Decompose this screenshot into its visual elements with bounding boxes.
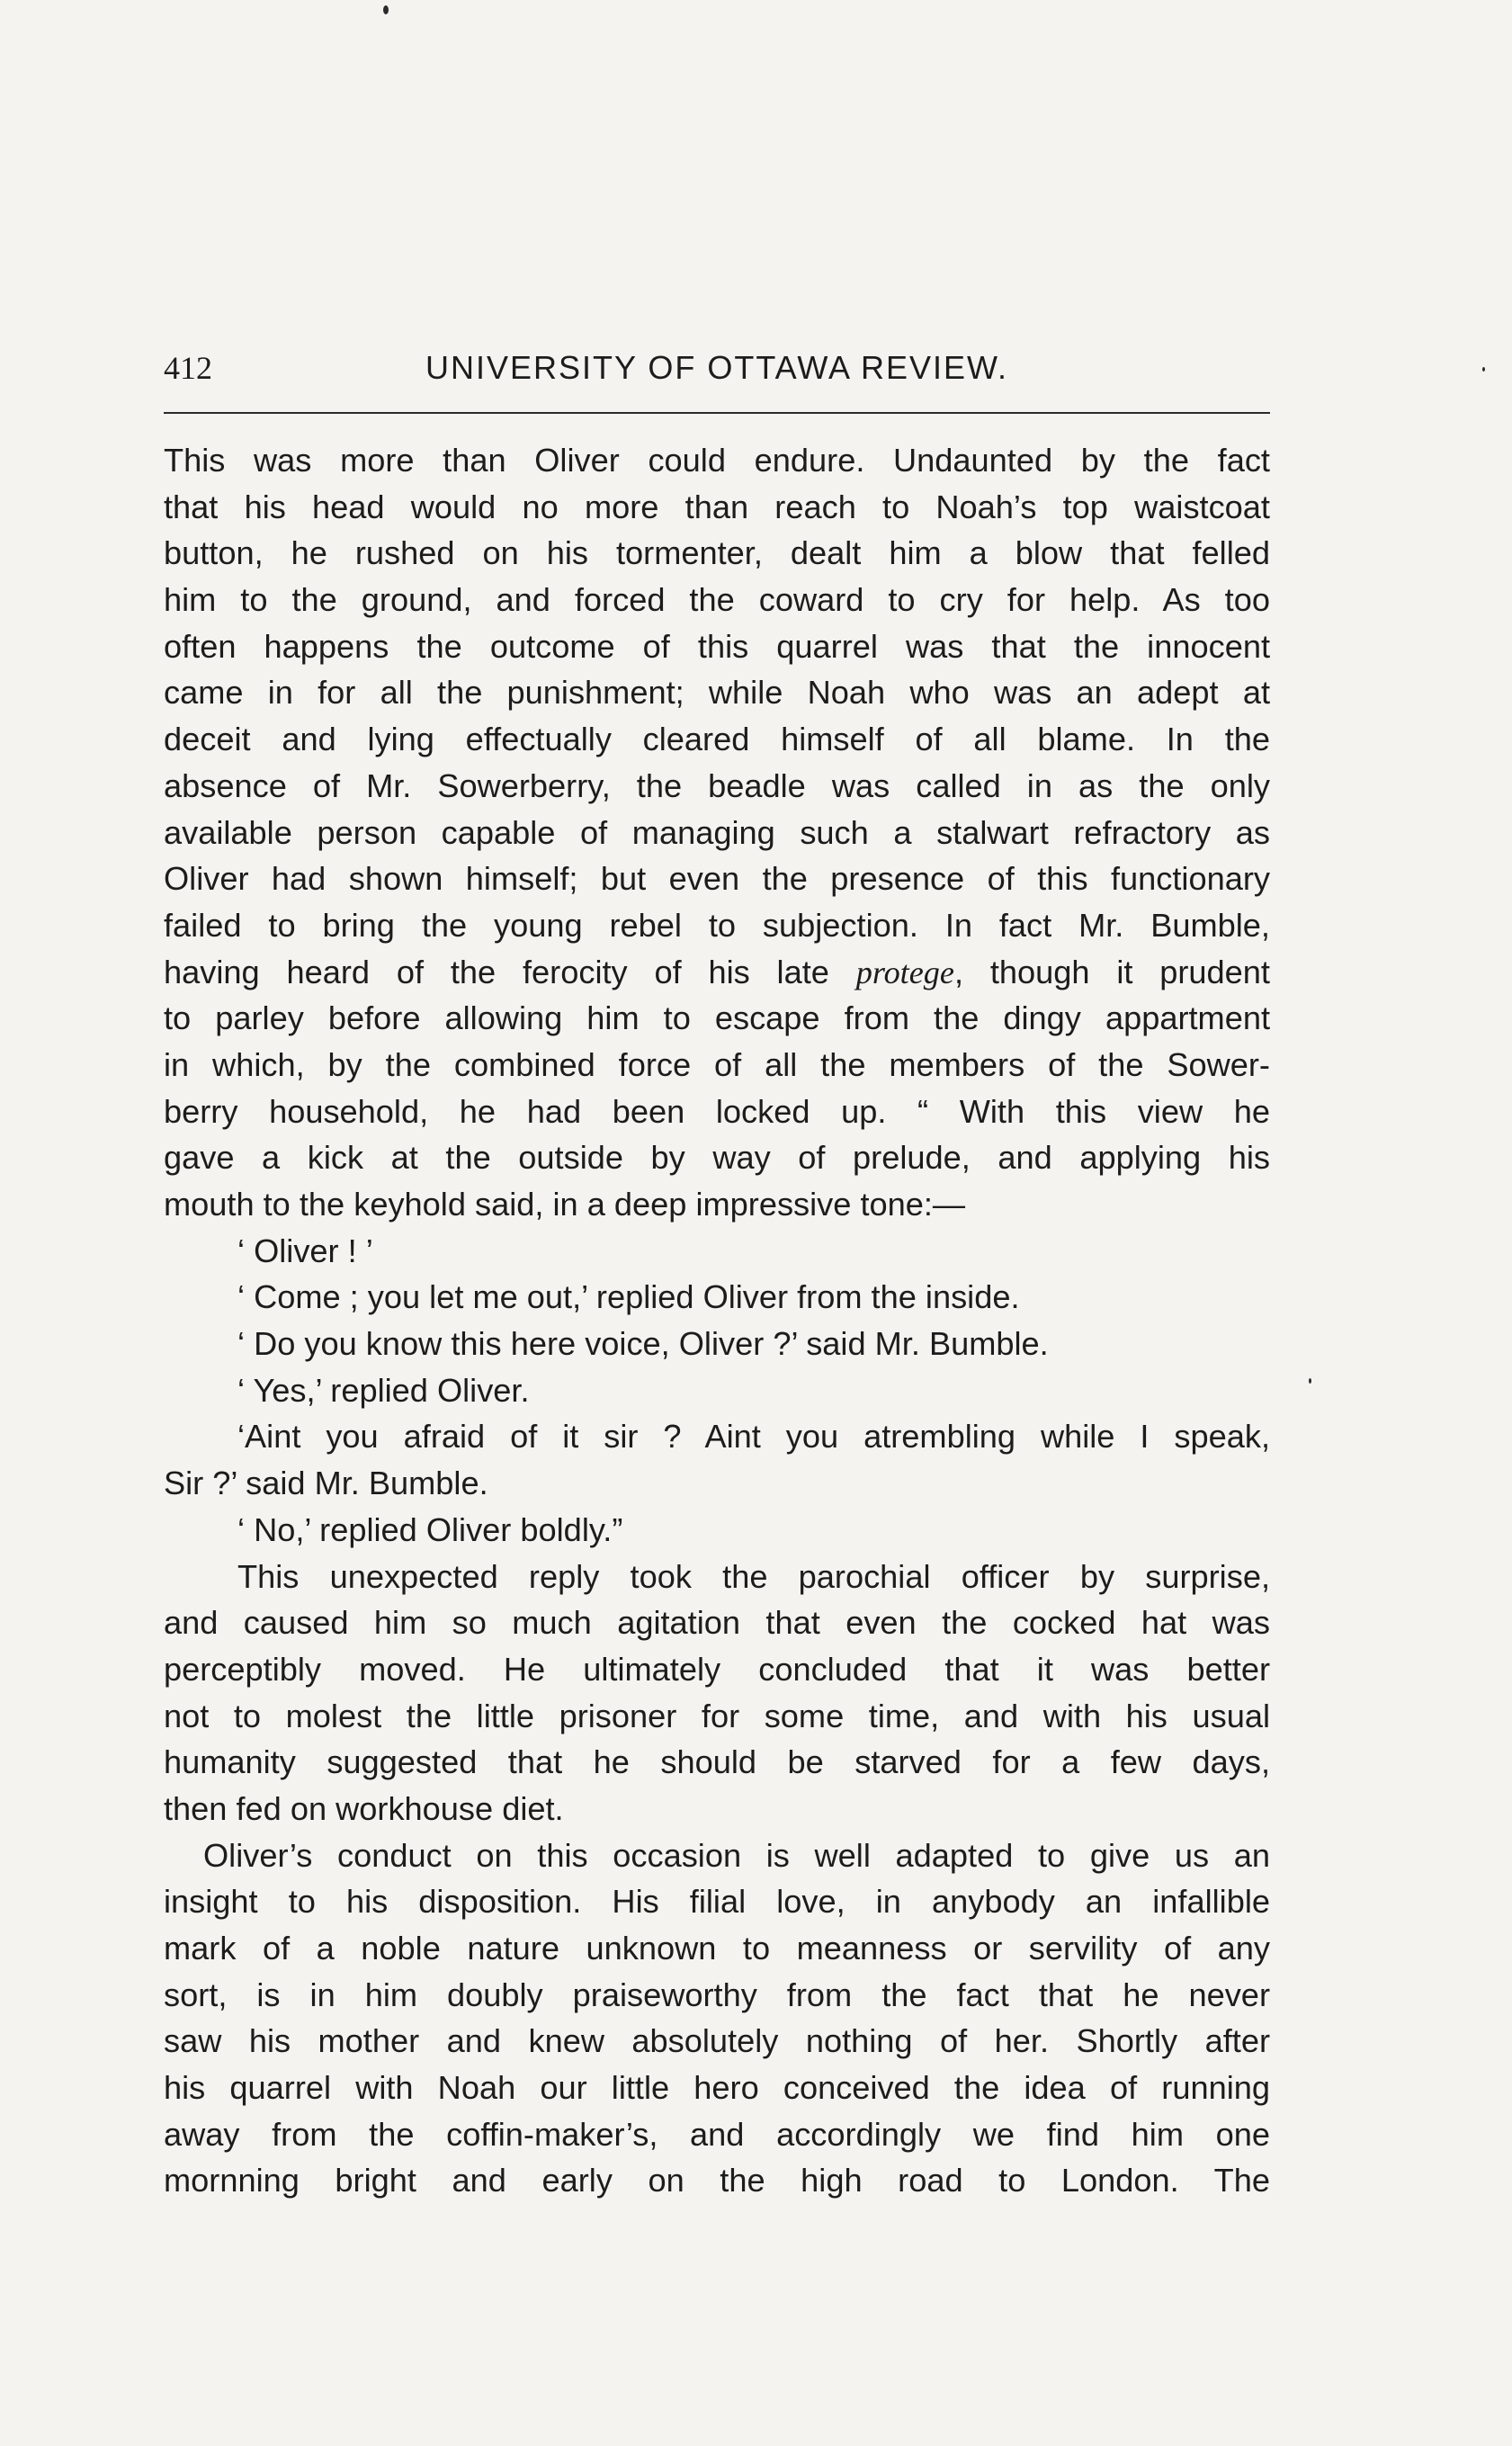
text-line: perceptibly moved. He ultimately concluded that it was better <box>164 1650 1270 1688</box>
text-line: humanity suggested that he should be starved for a few days, <box>164 1743 1270 1781</box>
dialogue-line: ‘ Come ; you let me out,’ replied Oliver from the inside. <box>237 1278 1020 1316</box>
text-line: to parley before allowing him to escape from the dingy appartment <box>164 999 1270 1037</box>
text-line: then fed on workhouse diet. <box>164 1789 564 1827</box>
dialogue-line: Sir ?’ said Mr. Bumble. <box>164 1465 488 1502</box>
text-line: mouth to the keyhold said, in a deep impressive tone:— <box>164 1186 966 1223</box>
text-line: sort, is in him doubly praiseworthy from the fact that he never <box>164 1976 1270 2013</box>
text-line-with-italic <box>164 949 1270 996</box>
running-title: UNIVERSITY OF OTTAWA REVIEW. <box>425 349 1009 386</box>
text-line: often happens the outcome of this quarrel was that the innocent <box>164 627 1270 665</box>
text-line: gave a kick at the outside by way of prelude, and applying his <box>164 1139 1270 1177</box>
text-line: Oliver’s conduct on this occasion is well adapted to give us an <box>203 1836 1270 1874</box>
dialogue-line: ‘Aint you afraid of it sir ? Aint you atrembling while I speak, <box>237 1418 1270 1456</box>
dialogue-line: ‘ Oliver ! ’ <box>237 1232 373 1269</box>
dialogue-line: ‘ Do you know this here voice, Oliver ?’ said Mr. Bumble. <box>237 1325 1049 1363</box>
text-line: failed to bring the young rebel to subjection. In fact Mr. Bumble, <box>164 906 1270 944</box>
page-number: 412 <box>164 350 212 386</box>
text-line: available person capable of managing such a stalwart refractory as <box>164 813 1270 851</box>
page-header <box>164 349 1270 399</box>
text-line: away from the coffin-maker’s, and accordingly we find him one <box>164 2115 1270 2153</box>
text-line: saw his mother and knew absolutely nothing of her. Shortly after <box>164 2022 1270 2060</box>
ink-speck <box>383 5 389 14</box>
article-body <box>164 437 1270 2204</box>
text-line: mark of a noble nature unknown to meanness or servility of any <box>164 1930 1270 1967</box>
text-segment: , though it prudent <box>953 953 1270 990</box>
text-line: This unexpected reply took the parochial officer by surprise, <box>237 1557 1270 1595</box>
text-line: his quarrel with Noah our little hero conceived the idea of running <box>164 2069 1270 2107</box>
italic-word: protege <box>855 954 954 990</box>
text-line: mornning bright and early on the high road to London. The <box>164 2162 1270 2200</box>
ink-speck <box>1309 1378 1311 1384</box>
text-line: him to the ground, and forced the coward to cry for help. As too <box>164 581 1270 619</box>
text-line: came in for all the punishment; while Noah who was an adept at <box>164 674 1270 712</box>
text-line: and caused him so much agitation that even the cocked hat was <box>164 1604 1270 1642</box>
text-line: not to molest the little prisoner for some time, and with his usual <box>164 1697 1270 1734</box>
text-line: Oliver had shown himself; but even the presence of this functionary <box>164 860 1270 898</box>
text-line: This was more than Oliver could endure. Undaunted by the fact <box>164 442 1270 479</box>
dialogue-line: ‘ No,’ replied Oliver boldly.” <box>237 1510 623 1548</box>
text-segment: having heard of the ferocity of his late <box>164 953 856 990</box>
text-line: in which, by the combined force of all the members of the Sower- <box>164 1045 1270 1083</box>
ink-speck <box>1482 367 1485 372</box>
dialogue-line: ‘ Yes,’ replied Oliver. <box>237 1371 530 1409</box>
text-line: that his head would no more than reach to Noah’s top waistcoat <box>164 488 1270 525</box>
text-line: absence of Mr. Sowerberry, the beadle was called in as the only <box>164 766 1270 804</box>
text-line: button, he rushed on his tormenter, dealt him a blow that felled <box>164 534 1270 572</box>
text-line: berry household, he had been locked up. “ With this view he <box>164 1092 1270 1130</box>
text-line: insight to his disposition. His filial love, in anybody an infallible <box>164 1883 1270 1921</box>
header-rule <box>164 412 1270 414</box>
text-line: deceit and lying effectually cleared himself of all blame. In the <box>164 721 1270 758</box>
